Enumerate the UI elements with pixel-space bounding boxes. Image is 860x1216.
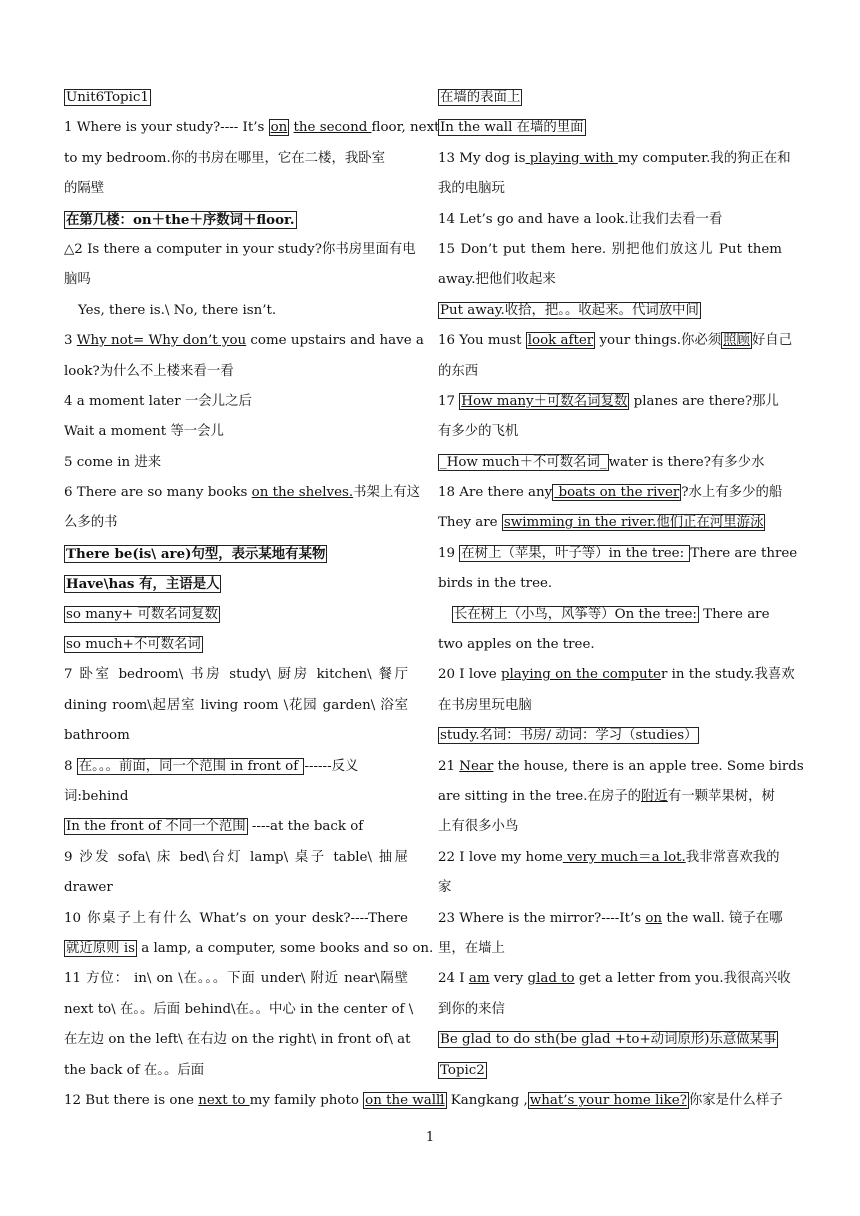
- boxed-note: Topic2: [440, 1062, 485, 1078]
- boxed-note: How many＋可数名词复数: [461, 393, 628, 409]
- text-segment: 22 I love my home: [438, 849, 563, 865]
- text-segment: △2 Is there a computer in your study?你书房里面有电: [64, 241, 416, 257]
- left-text-line: [64, 417, 408, 447]
- left-text-line: [64, 934, 434, 964]
- right-text-line: [438, 600, 782, 630]
- left-text-line: [64, 83, 408, 113]
- boxed-note: what’s your home like?: [529, 1092, 687, 1108]
- text-segment: There are: [698, 606, 770, 622]
- text-segment: 15 Don’t put them here. 别把他们放这儿 Put them: [438, 241, 782, 257]
- boxed-note: 长在树上（小鸟，风筝等）On the tree:: [454, 606, 697, 622]
- left-text-line: [64, 235, 416, 265]
- text-segment: 在左边 on the left\ 在右边 on the right\ in front of\ at: [64, 1032, 411, 1048]
- text-segment: away.把他们收起来: [438, 272, 556, 288]
- left-text-line: [64, 995, 414, 1025]
- left-text-line: [64, 904, 408, 934]
- boxed-note: 在墙的表面上: [440, 90, 521, 105]
- left-text-line: [64, 660, 408, 690]
- text-segment: r in the study.我喜欢: [660, 667, 795, 683]
- text-segment: 20 I love: [438, 667, 501, 683]
- right-text-line: [438, 873, 782, 903]
- text-segment: water is there?有多少水: [608, 454, 765, 470]
- text-segment: next to\ 在。。后面 behind\在。。中心 in the center of \: [64, 1001, 414, 1017]
- right-text-line: [438, 782, 782, 812]
- left-text-line: [64, 1086, 445, 1116]
- text-segment: playing with: [525, 150, 618, 166]
- right-text-line: [438, 296, 782, 326]
- boxed-note: Unit6Topic1: [66, 90, 149, 105]
- text-segment: 6 There are so many books: [64, 485, 252, 501]
- left-text-line: [64, 387, 408, 417]
- right-column: [438, 83, 804, 1116]
- right-text-line: [438, 964, 791, 994]
- page-number: 1: [425, 1130, 435, 1145]
- text-segment: 么多的书: [64, 515, 118, 531]
- text-segment: dining room\起居室 living room \花园 garden\ 浴室: [64, 697, 408, 713]
- text-segment: ------反义: [304, 758, 359, 774]
- boxed-note: Put away.收拾，把。。收起来。代词放中间: [440, 302, 699, 318]
- left-text-line: [64, 265, 408, 295]
- boxed-note: look after: [527, 333, 594, 349]
- text-segment: 17: [438, 393, 460, 409]
- boxed-note: In the wall 在墙的里面: [440, 120, 584, 136]
- text-segment: on the shelves.: [251, 485, 354, 501]
- right-text-line: [438, 904, 782, 934]
- right-text-line: [438, 1086, 782, 1116]
- boxed-note: 照顾: [723, 333, 750, 349]
- boxed-note: Have\has 有，主语是人: [66, 576, 220, 593]
- left-text-line: [64, 1025, 411, 1055]
- text-segment: 好自己: [751, 333, 793, 349]
- text-segment: 5 come in 进来: [64, 454, 162, 470]
- boxed-note: There be(is\ are)句型，表示某地有某物: [66, 545, 326, 562]
- boxed-note: study.名词：书房/ 动词：学习（studies）: [440, 728, 698, 744]
- right-text-line: [438, 995, 782, 1025]
- left-column: [64, 83, 445, 1116]
- left-text-line: [64, 569, 408, 599]
- right-text-line: [438, 569, 782, 599]
- right-text-line: [438, 113, 782, 143]
- text-segment: 11 方位： in\ on \在。。。下面 under\ 附近 near\隔壁: [64, 971, 408, 987]
- text-segment: come upstairs and have a: [246, 333, 424, 349]
- left-text-line: [64, 539, 408, 569]
- text-segment: floor, next: [371, 120, 440, 136]
- left-text-line: [64, 721, 408, 751]
- boxed-note: so much+不可数名词: [66, 637, 201, 653]
- text-segment: planes are there?那儿: [629, 393, 779, 409]
- boxed-note: _How much＋不可数名词_: [440, 454, 607, 470]
- text-segment: 10 你桌子上有什么 What’s on your desk?----There: [64, 910, 408, 926]
- left-text-line: [64, 357, 408, 387]
- text-segment: 8: [64, 758, 77, 774]
- text-segment: There are three: [690, 545, 798, 561]
- text-segment: the wall. 镜子在哪: [662, 910, 783, 926]
- text-segment: a lamp, a computer, some books and so on.: [136, 940, 434, 956]
- left-text-line: [64, 812, 408, 842]
- left-text-line: [64, 113, 440, 143]
- right-text-line: [438, 1056, 782, 1086]
- text-segment: Why not= Why don’t you: [76, 333, 247, 349]
- right-text-line: [438, 205, 782, 235]
- text-segment: my family photo: [249, 1092, 364, 1108]
- left-text-line: [64, 600, 408, 630]
- left-text-line: [64, 782, 408, 812]
- right-text-line: [438, 630, 782, 660]
- left-text-line: [64, 326, 424, 356]
- text-segment: 1 Where is your study?---- It’s: [64, 120, 269, 136]
- text-segment: Near: [459, 758, 494, 774]
- text-segment: Yes, there is.\ No, there isn’t.: [78, 302, 277, 318]
- text-segment: ----at the back of: [247, 819, 364, 835]
- text-segment: 上有很多小鸟: [438, 819, 519, 835]
- text-segment: get a letter from you.我很高兴收: [574, 971, 791, 987]
- text-segment: 1 Kangkang ,: [438, 1092, 528, 1108]
- left-text-line: [64, 144, 408, 174]
- text-segment: next to: [198, 1092, 250, 1108]
- boxed-note: 就近原则 is: [66, 940, 135, 956]
- text-segment: 家: [438, 880, 452, 896]
- text-segment: They are: [438, 515, 502, 531]
- text-segment: 21: [438, 758, 460, 774]
- right-text-line: [438, 387, 782, 417]
- right-text-line: [438, 1025, 782, 1055]
- left-text-line: [64, 205, 408, 235]
- right-text-line: [438, 417, 782, 447]
- text-segment: 18 Are there any: [438, 485, 553, 501]
- right-text-line: [438, 265, 782, 295]
- text-segment: 24 I: [438, 971, 469, 987]
- text-segment: your things.你必须: [595, 333, 722, 349]
- right-text-line: [438, 691, 782, 721]
- right-text-line: [438, 326, 793, 356]
- boxed-note: 在第几楼：on＋the＋序数词＋floor.: [66, 211, 295, 228]
- text-segment: 我的电脑玩: [438, 181, 505, 197]
- text-segment: 7 卧室 bedroom\ 书房 study\ 厨房 kitchen\ 餐厅: [64, 667, 408, 683]
- text-segment: very much＝a lot.: [562, 849, 686, 865]
- right-text-line: [438, 448, 782, 478]
- boxed-note: on the wall.: [365, 1092, 445, 1108]
- text-segment: on: [645, 910, 663, 926]
- right-text-line: [438, 752, 804, 782]
- right-text-line: [438, 539, 798, 569]
- text-segment: 23 Where is the mirror?----It’s: [438, 910, 646, 926]
- text-segment: 附近: [641, 788, 668, 804]
- left-text-line: [64, 843, 408, 873]
- text-segment: 14 Let’s go and have a look.让我们去看一看: [438, 211, 723, 227]
- right-text-line: [438, 721, 782, 751]
- text-segment: 到你的来信: [438, 1001, 505, 1017]
- right-text-line: [438, 235, 782, 265]
- boxed-note: boats on the river: [554, 485, 680, 501]
- text-segment: 13 My dog is: [438, 150, 526, 166]
- text-segment: 3: [64, 333, 77, 349]
- text-segment: playing on the compute: [500, 667, 661, 683]
- right-text-line: [438, 812, 782, 842]
- text-segment: 脑吗: [64, 272, 91, 288]
- boxed-note: swimming in the river.他们正在河里游泳: [503, 515, 764, 531]
- left-text-line: [64, 508, 408, 538]
- left-text-line: [64, 873, 408, 903]
- text-segment: two apples on the tree.: [438, 637, 595, 653]
- text-segment: Wait a moment 等一会儿: [64, 424, 224, 440]
- text-segment: look?为什么不上楼来看一看: [64, 363, 234, 379]
- left-text-line: [64, 174, 408, 204]
- text-segment: 我非常喜欢我的: [685, 849, 780, 865]
- boxed-note: 在树上（苹果，叶子等）in the tree:: [461, 545, 689, 561]
- left-text-line: [64, 752, 408, 782]
- text-segment: 有一颗苹果树，树: [667, 788, 775, 804]
- right-text-line: [438, 478, 782, 508]
- right-text-line: [438, 83, 782, 113]
- text-segment: to my bedroom.你的书房在哪里，它在二楼，我卧室: [64, 150, 386, 166]
- left-text-line: [64, 448, 408, 478]
- text-segment: my computer.我的狗正在和: [617, 150, 791, 166]
- text-segment: birds in the tree.: [438, 576, 553, 592]
- text-segment: 有多少的飞机: [438, 424, 519, 440]
- text-segment: the house, there is an apple tree. Some birds: [493, 758, 804, 774]
- right-text-line: [438, 508, 782, 538]
- text-segment: 词:behind: [64, 788, 129, 804]
- text-segment: bathroom: [64, 728, 130, 744]
- text-segment: 书架上有这: [353, 485, 421, 501]
- right-text-line: [438, 174, 782, 204]
- text-segment: am: [468, 971, 490, 987]
- left-text-line: [64, 478, 421, 508]
- text-segment: glad to: [527, 971, 575, 987]
- text-segment: 的东西: [438, 363, 479, 379]
- right-text-line: [438, 144, 791, 174]
- left-text-line: [64, 296, 408, 326]
- right-text-line: [438, 843, 782, 873]
- text-segment: 12 But there is one: [64, 1092, 199, 1108]
- left-text-line: [64, 1056, 408, 1086]
- right-text-line: [438, 660, 795, 690]
- text-segment: the back of 在。。后面: [64, 1062, 205, 1078]
- text-segment: 的隔壁: [64, 181, 105, 197]
- text-segment: very: [489, 971, 528, 987]
- boxed-note: 在。。。前面，同一个范围 in front of: [78, 758, 303, 774]
- boxed-note: so many+ 可数名词复数: [66, 606, 218, 622]
- text-segment: 里，在墙上: [438, 940, 505, 956]
- boxed-note: In the front of 不同一个范围: [66, 819, 246, 835]
- text-segment: 9 沙发 sofa\ 床 bed\台灯 lamp\ 桌子 table\ 抽屉: [64, 849, 408, 865]
- text-segment: 16 You must: [438, 333, 526, 349]
- left-text-line: [64, 630, 408, 660]
- text-segment: 你家是什么样子: [688, 1092, 783, 1108]
- right-text-line: [438, 934, 782, 964]
- text-segment: are sitting in the tree.在房子的: [438, 788, 642, 804]
- text-segment: ?水上有多少的船: [681, 485, 783, 501]
- boxed-note: on: [270, 120, 288, 136]
- left-text-line: [64, 691, 408, 721]
- left-text-line: [64, 964, 408, 994]
- boxed-note: Be glad to do sth(be glad +to+动词原形)乐意做某事: [440, 1032, 777, 1048]
- text-segment: drawer: [64, 880, 113, 896]
- text-segment: 在书房里玩电脑: [438, 697, 532, 713]
- text-segment: 4 a moment later 一会儿之后: [64, 393, 252, 409]
- text-segment: the second: [293, 120, 372, 136]
- text-segment: 19: [438, 545, 460, 561]
- right-text-line: [438, 357, 782, 387]
